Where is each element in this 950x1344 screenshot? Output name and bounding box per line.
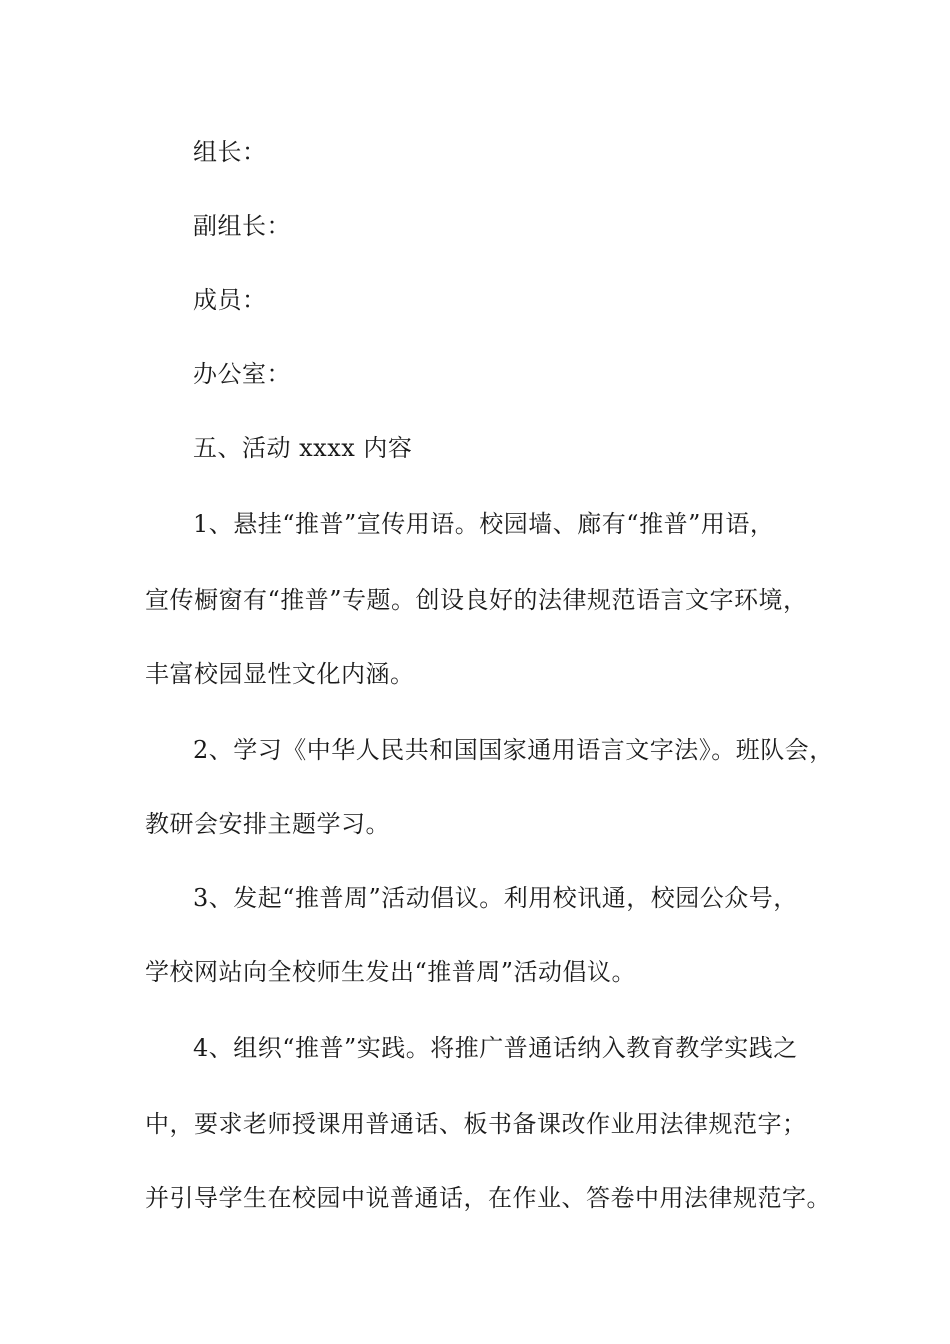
paragraph-1-line-2: 宣传橱窗有“推普”专题。创设良好的法律规范语言文字环境， bbox=[145, 586, 808, 614]
paragraph-1-line-3: 丰富校园显性文化内涵。 bbox=[145, 660, 415, 688]
leader-label: 组长： bbox=[193, 138, 267, 166]
paragraph-3-line-2: 学校网站向全校师生发出“推普周”活动倡议。 bbox=[145, 958, 637, 986]
office-label: 办公室： bbox=[193, 360, 291, 388]
paragraph-4-line-3: 并引导学生在校园中说普通话，在作业、答卷中用法律规范字。 bbox=[145, 1184, 831, 1212]
paragraph-1-line-1: 1、悬挂“推普”宣传用语。校园墙、廊有“推普”用语， bbox=[193, 510, 775, 538]
section-heading: 五、活动 xxxx 内容 bbox=[193, 434, 413, 462]
paragraph-2-line-2: 教研会安排主题学习。 bbox=[145, 810, 390, 838]
paragraph-4-line-1: 4、组织“推普”实践。将推广普通话纳入教育教学实践之 bbox=[193, 1034, 798, 1062]
deputy-leader-label: 副组长： bbox=[193, 212, 291, 240]
paragraph-3-line-1: 3、发起“推普周”活动倡议。利用校讯通，校园公众号， bbox=[193, 884, 798, 912]
paragraph-4-line-2: 中，要求老师授课用普通话、板书备课改作业用法律规范字； bbox=[145, 1110, 807, 1138]
members-label: 成员： bbox=[193, 286, 267, 314]
paragraph-2-line-1: 2、学习《中华人民共和国国家通用语言文字法》。班队会， bbox=[193, 736, 834, 764]
